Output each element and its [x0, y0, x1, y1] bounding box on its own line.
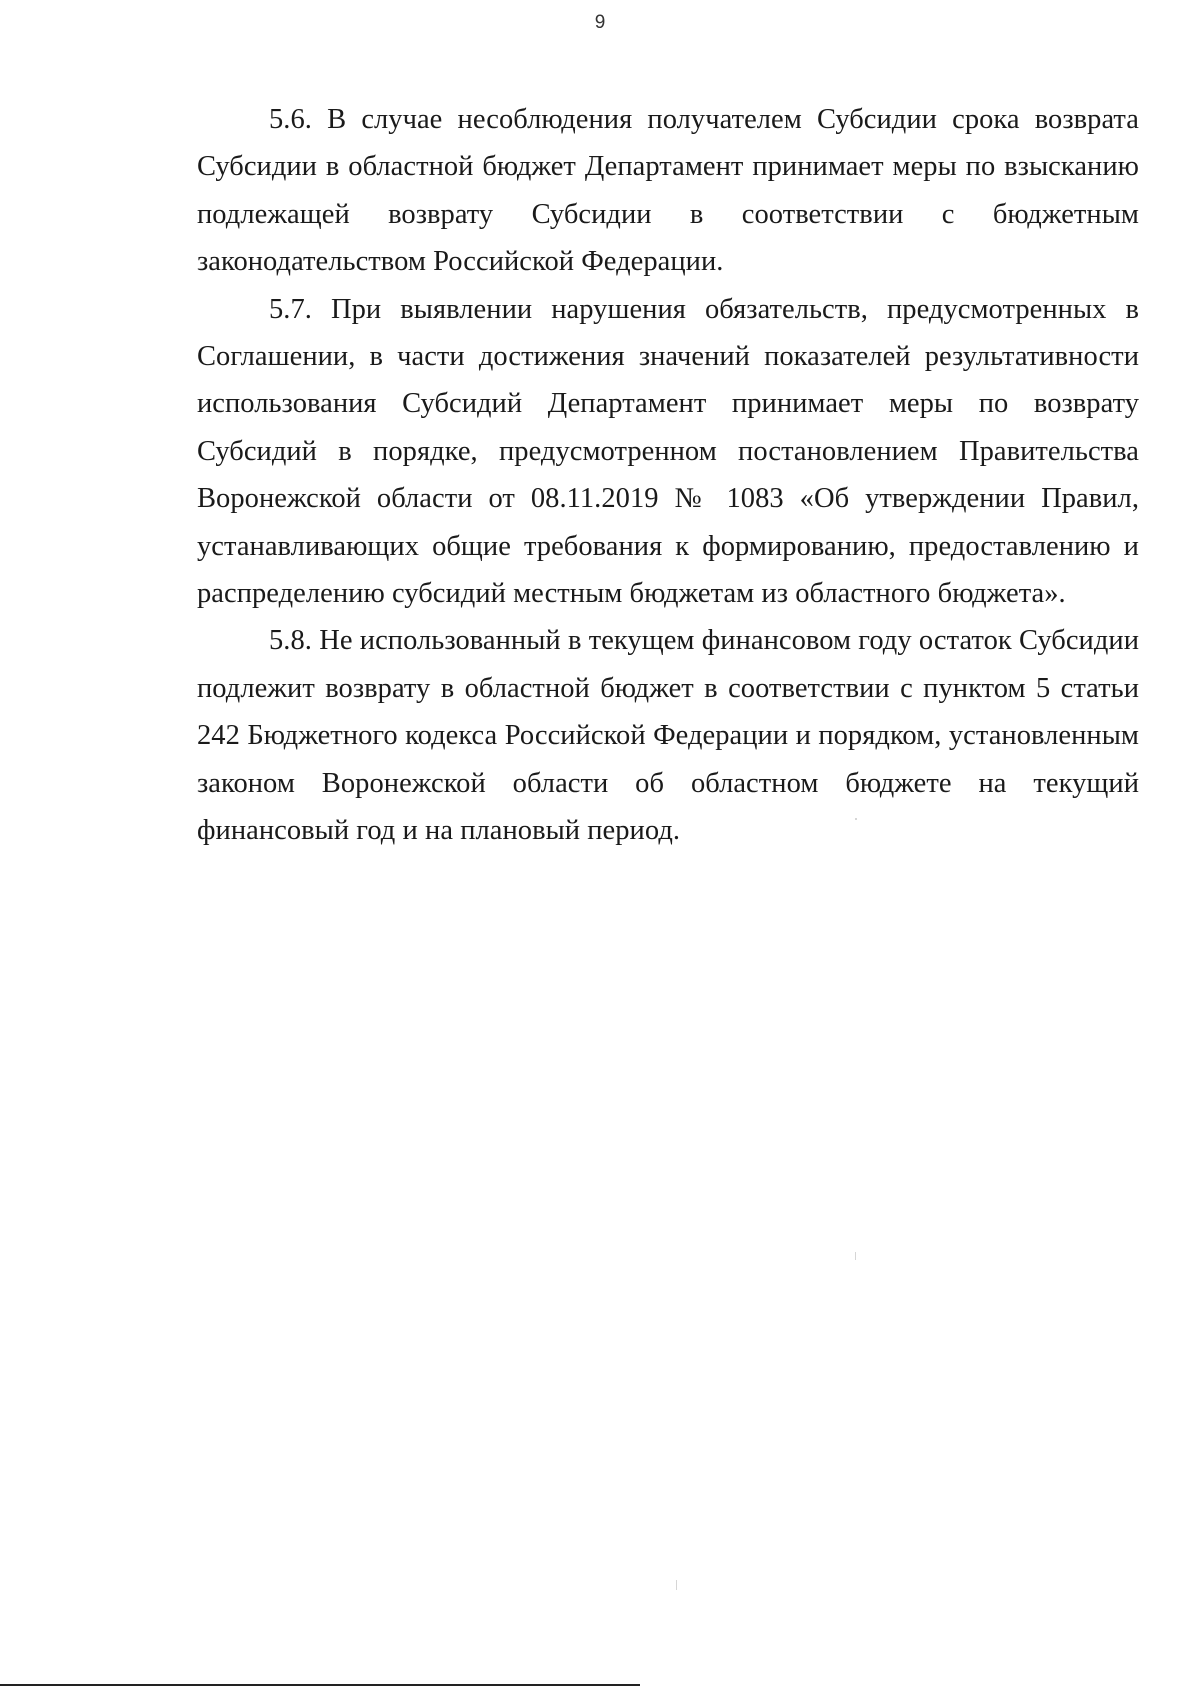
page-number: 9: [594, 12, 606, 33]
document-body: [197, 96, 1139, 855]
scan-speck: [676, 1580, 677, 1590]
scan-edge-line: [0, 1684, 640, 1686]
paragraph-5-8: 5.8. Не использованный в текущем финансовом году остаток Субсидии подлежит возврату в областной бюджет в соответствии с пунктом 5 статьи 242 Бюджетного кодекса Российской Федерации и порядком, установленным законом Воронежской области об областном бюджете на текущий финансовый год и на плановый период.: [197, 625, 1139, 847]
paragraph-5-7: 5.7. При выявлении нарушения обязательств, предусмотренных в Соглашении, в части достижения значений показателей результативности использования Субсидий Департамент принимает меры по возврату Субсидий в порядке, предусмотренном постановлением Правительства Воронежской области от 08.11.2019 № 1083 «Об утверждении Правил, устанавливающих общие требования к формированию, предоставлению и распределению субсидий местным бюджетам из областного бюджета».: [197, 293, 1139, 610]
scan-speck: [855, 818, 857, 820]
scan-speck: [855, 1252, 856, 1260]
paragraph-5-6: 5.6. В случае несоблюдения получателем Субсидии срока возврата Субсидии в областной бюджет Департамент принимает меры по взысканию подлежащей возврату Субсидии в соответствии с бюджетным законодательством Российской Федерации.: [197, 104, 1139, 278]
